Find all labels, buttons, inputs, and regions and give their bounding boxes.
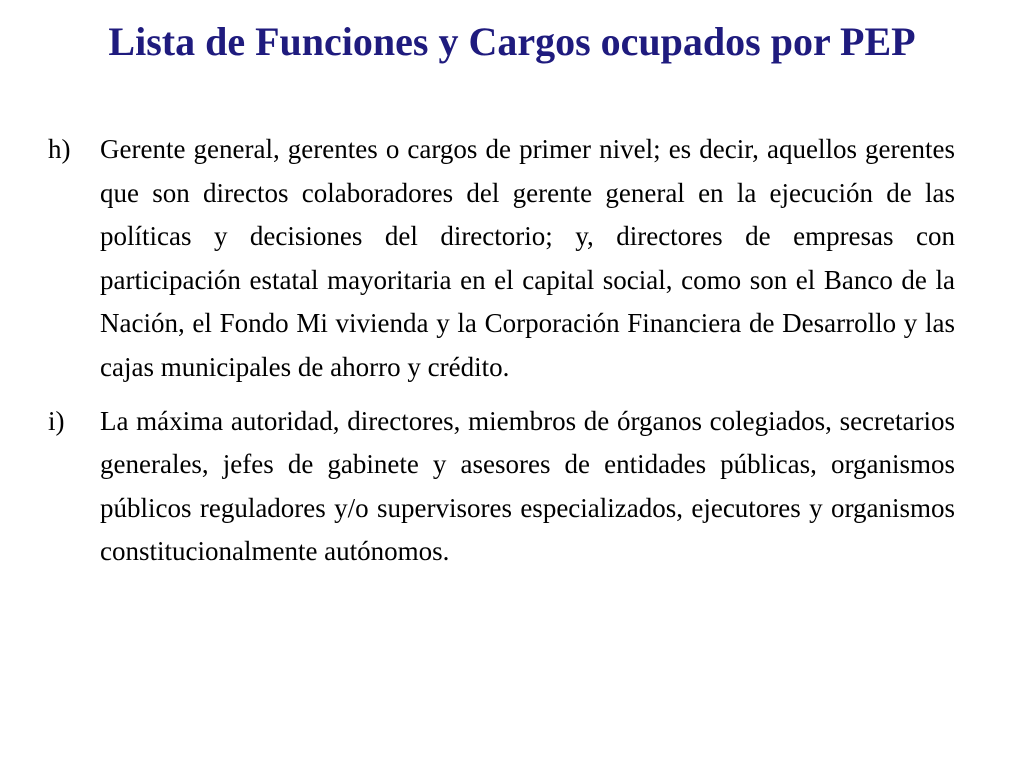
- pep-functions-list: [48, 128, 955, 584]
- list-item-text: Gerente general, gerentes o cargos de primer nivel; es decir, aquellos gerentes que son directos colaboradores del gerente general en la ejecución de las políticas y decisiones del directorio; y, directores de empresas con participación estatal mayoritaria en el capital social, como son el Banco de la Nación, el Fondo Mi vivienda y la Corporación Financiera de Desarrollo y las cajas municipales de ahorro y crédito.: [100, 134, 955, 382]
- slide-title: Lista de Funciones y Cargos ocupados por PEP: [108, 19, 916, 64]
- list-item-text: La máxima autoridad, directores, miembros de órganos colegiados, secretarios generales, jefes de gabinete y asesores de entidades públicas, organismos públicos reguladores y/o supervisores especializados, ejecutores y organismos constitucionalmente autónomos.: [100, 405, 955, 567]
- list-marker: h): [48, 134, 71, 164]
- list-marker: i): [48, 405, 65, 436]
- list-item-h: [48, 128, 955, 390]
- list-item-i: [48, 400, 955, 574]
